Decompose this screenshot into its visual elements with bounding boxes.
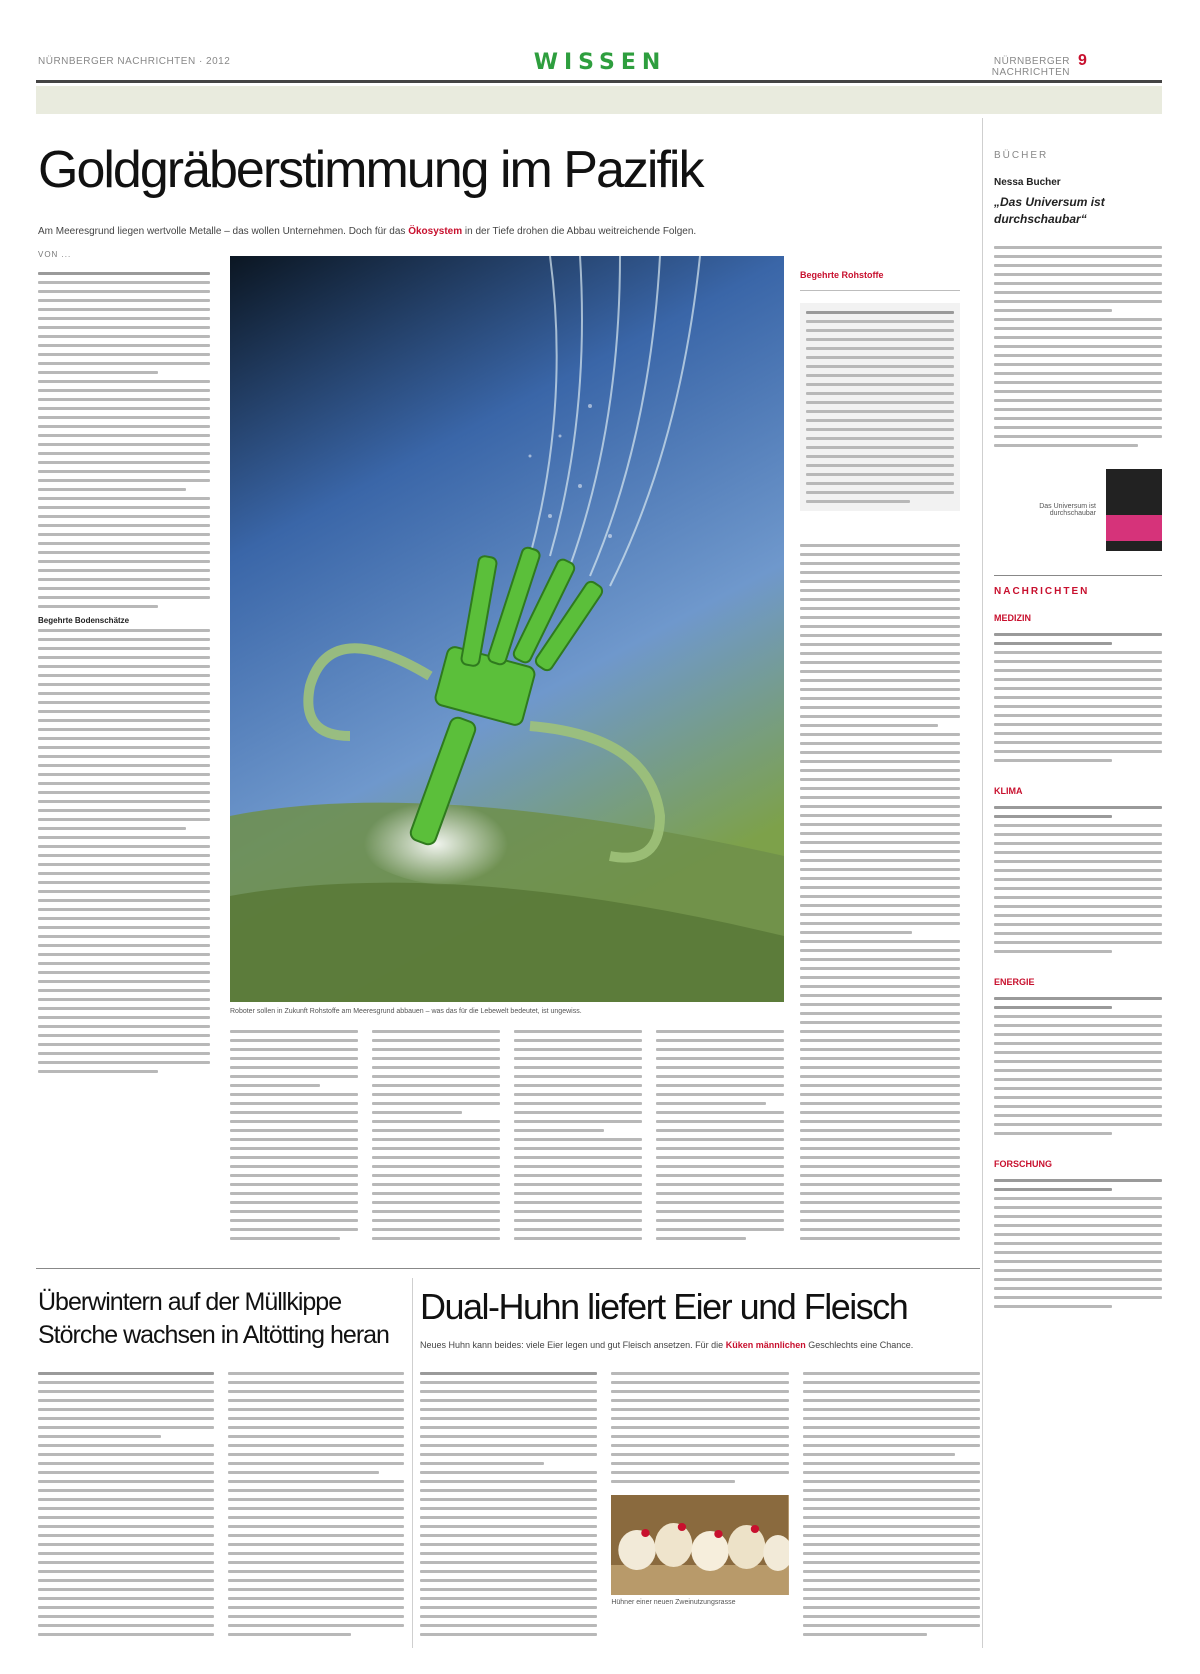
dual-chicken-kicker-text: Neues Huhn kann beides: viele Eier legen und gut Fleisch ansetzen. Für die xyxy=(420,1340,724,1350)
news-item-4-title: FORSCHUNG xyxy=(994,1158,1052,1169)
lead-kicker xyxy=(38,226,918,237)
news-item-1-title: MEDIZIN xyxy=(994,612,1031,623)
storks-headline xyxy=(38,1286,404,1351)
chicken-photo-caption: Hühner einer neuen Zweinutzungsrasse xyxy=(611,1599,736,1606)
dual-chicken-kicker-highlight: Küken männlichen xyxy=(725,1340,806,1350)
book-author: Nessa Bucher xyxy=(994,177,1061,188)
news-item-2-text xyxy=(994,806,1162,953)
section-title: WISSEN xyxy=(533,50,667,75)
sidebar xyxy=(994,150,1162,1308)
storks-column-2 xyxy=(228,1372,404,1648)
news-item-4-text xyxy=(994,1179,1162,1308)
page-number: 9 xyxy=(1078,52,1087,69)
storks-headline-line-1: Überwintern auf der Müllkippe xyxy=(38,1288,342,1316)
lead-kicker-text-end: in der Tiefe drohen die Abbau weitreichende Folgen. xyxy=(464,226,697,237)
chicken-photo xyxy=(611,1495,788,1595)
book-title: „Das Universum ist durchschaubar“ xyxy=(994,195,1105,226)
lead-column-4 xyxy=(514,1030,642,1250)
lead-bottom-rule xyxy=(36,1268,980,1269)
lead-byline: VON ... xyxy=(38,250,72,259)
lead-under-photo-columns xyxy=(230,1030,784,1250)
header-band xyxy=(36,86,1162,114)
dual-chicken-headline: Dual-Huhn liefert Eier und Fleisch xyxy=(420,1286,908,1327)
lead-kicker-highlight: Ökosystem xyxy=(408,226,463,237)
lead-kicker-text: Am Meeresgrund liegen wertvolle Metalle – das wollen Unternehmen. Doch für das xyxy=(38,226,406,237)
lead-photo-caption: Roboter sollen in Zukunft Rohstoffe am Meeresgrund abbauen – was das für die Lebewelt bedeutet, ist ungewiss. xyxy=(230,1008,582,1015)
news-item-3-text xyxy=(994,997,1162,1135)
text-block xyxy=(38,629,210,1073)
infobox-title: Begehrte Rohstoffe xyxy=(800,270,884,280)
news-item-3-title: ENERGIE xyxy=(994,976,1035,987)
lead-column-right xyxy=(800,544,960,1244)
sidebar-text xyxy=(994,246,1162,447)
dual-chicken-kicker xyxy=(420,1340,980,1350)
lead-headline: Goldgräberstimmung im Pazifik xyxy=(38,141,703,199)
book-caption: Das Universum ist durchschaubar xyxy=(1039,502,1096,517)
lead-subhead: Begehrte Bodenschätze xyxy=(38,616,130,625)
lead-photo xyxy=(230,256,784,1002)
book-cover xyxy=(1106,469,1162,551)
storks-headline-line-2: Störche wachsen in Altötting heran xyxy=(38,1320,389,1349)
header-rule xyxy=(36,80,1162,83)
infobox-rule xyxy=(800,290,960,291)
dual-chicken-column-3 xyxy=(803,1372,980,1648)
storks-column-1 xyxy=(38,1372,214,1648)
lead-column-5 xyxy=(656,1030,784,1250)
book-promo xyxy=(994,469,1162,551)
sidebar-divider xyxy=(982,118,983,1648)
infobox-text xyxy=(800,303,960,511)
sidebar-rule xyxy=(994,575,1162,576)
sidebar-small-head: BÜCHER xyxy=(994,150,1049,161)
header-date: NÜRNBERGER NACHRICHTEN · 2012 xyxy=(38,56,231,67)
text-block xyxy=(800,544,960,1244)
bottom-divider xyxy=(412,1278,413,1648)
text-block xyxy=(38,272,210,608)
lead-column-3 xyxy=(372,1030,500,1250)
lead-column-2 xyxy=(230,1030,358,1250)
news-item-2-title: KLIMA xyxy=(994,785,1023,796)
infobox xyxy=(800,270,960,511)
dual-chicken-kicker-text-end: Geschlechts eine Chance. xyxy=(808,1340,914,1350)
chicken-illustration xyxy=(611,1495,788,1595)
storks-article-body xyxy=(38,1372,404,1648)
dual-chicken-column-2 xyxy=(611,1372,788,1648)
dual-chicken-article-body xyxy=(420,1372,980,1648)
book-cover-band xyxy=(1106,515,1162,541)
news-item-1-text xyxy=(994,633,1162,762)
lead-column-1 xyxy=(38,272,210,1248)
deep-sea-robot-illustration xyxy=(230,256,784,1002)
header-paper-name: NÜRNBERGER NACHRICHTEN xyxy=(991,56,1070,78)
dual-chicken-column-1 xyxy=(420,1372,597,1648)
sidebar-section-title: NACHRICHTEN xyxy=(994,585,1090,597)
